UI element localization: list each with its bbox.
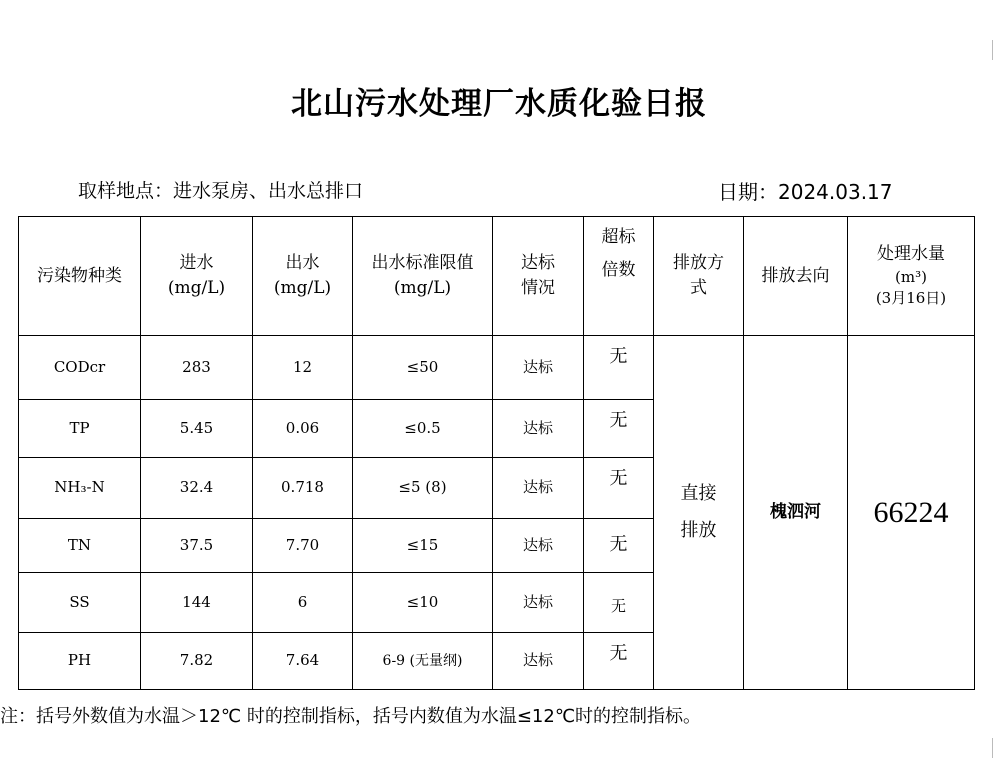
header-compliance [493, 217, 584, 336]
row-exceed: 无 [584, 573, 654, 633]
header-volume-line3: (3月16日) [875, 289, 947, 308]
row-effluent: 0.718 [253, 458, 353, 519]
header-influent-label: 进水 [179, 253, 214, 274]
row-effluent: 7.70 [253, 519, 353, 573]
page-edge-mark-top [992, 40, 993, 60]
header-exceed [584, 217, 654, 336]
header-discharge-mode-line1: 排放方 [673, 253, 724, 274]
row-exceed: 无 [584, 458, 654, 519]
row-influent: 283 [141, 336, 253, 400]
header-volume-line1: 处理水量 [877, 243, 945, 264]
header-pollutant: 污染物种类 [19, 217, 141, 336]
discharge-mode-line2: 排放 [680, 519, 717, 541]
row-pollutant: SS [19, 573, 141, 633]
header-effluent-unit: (mg/L) [273, 278, 332, 298]
row-status: 达标 [493, 458, 584, 519]
water-quality-table [18, 216, 975, 690]
row-exceed: 无 [584, 336, 654, 400]
header-limit [353, 217, 493, 336]
header-discharge-dest: 排放去向 [744, 217, 848, 336]
report-title: 北山污水处理厂水质化验日报 [291, 86, 707, 122]
header-discharge-mode [654, 217, 744, 336]
discharge-mode-line1: 直接 [680, 483, 717, 505]
footnote: 注：括号外数值为水温＞12℃ 时的控制指标，括号内数值为水温≤12℃时的控制指标。 [0, 706, 702, 727]
row-status: 达标 [493, 633, 584, 690]
header-influent-unit: (mg/L) [167, 278, 226, 298]
header-volume [848, 217, 975, 336]
header-volume-line2: (m³) [895, 267, 927, 286]
header-limit-unit: (mg/L) [393, 278, 452, 298]
row-exceed: 无 [584, 633, 654, 690]
row-effluent: 12 [253, 336, 353, 400]
row-pollutant: NH₃-N [19, 458, 141, 519]
row-status: 达标 [493, 519, 584, 573]
row-limit: ≤5 (8) [353, 458, 493, 519]
row-limit: 6-9 (无量纲) [353, 633, 493, 690]
header-discharge-mode-line2: 式 [690, 278, 707, 298]
row-influent: 144 [141, 573, 253, 633]
row-pollutant: TN [19, 519, 141, 573]
header-limit-label: 出水标准限值 [371, 253, 474, 274]
header-effluent [253, 217, 353, 336]
header-row [19, 217, 975, 336]
header-effluent-label: 出水 [285, 253, 320, 274]
page-edge-mark-bottom [992, 738, 993, 758]
row-pollutant: TP [19, 400, 141, 458]
row-pollutant: PH [19, 633, 141, 690]
row-limit: ≤0.5 [353, 400, 493, 458]
row-influent: 37.5 [141, 519, 253, 573]
row-exceed: 无 [584, 519, 654, 573]
table-row [19, 336, 975, 400]
row-status: 达标 [493, 573, 584, 633]
row-effluent: 6 [253, 573, 353, 633]
header-exceed-line2: 倍数 [601, 259, 636, 280]
row-limit: ≤50 [353, 336, 493, 400]
header-exceed-line1: 超标 [601, 227, 636, 247]
row-limit: ≤15 [353, 519, 493, 573]
report-date: 日期：2024.03.17 [718, 180, 893, 204]
header-compliance-line2: 情况 [521, 278, 555, 298]
treated-volume-cell: 66224 [848, 336, 975, 690]
row-status: 达标 [493, 336, 584, 400]
discharge-dest-cell: 槐泗河 [744, 336, 848, 690]
row-influent: 5.45 [141, 400, 253, 458]
row-limit: ≤10 [353, 573, 493, 633]
row-pollutant: CODcr [19, 336, 141, 400]
row-effluent: 0.06 [253, 400, 353, 458]
header-compliance-line1: 达标 [521, 253, 555, 274]
row-influent: 32.4 [141, 458, 253, 519]
header-influent [141, 217, 253, 336]
row-status: 达标 [493, 400, 584, 458]
row-influent: 7.82 [141, 633, 253, 690]
discharge-mode-cell [654, 336, 744, 690]
row-exceed: 无 [584, 400, 654, 458]
sample-location: 取样地点：进水泵房、出水总排口 [78, 180, 364, 202]
row-effluent: 7.64 [253, 633, 353, 690]
